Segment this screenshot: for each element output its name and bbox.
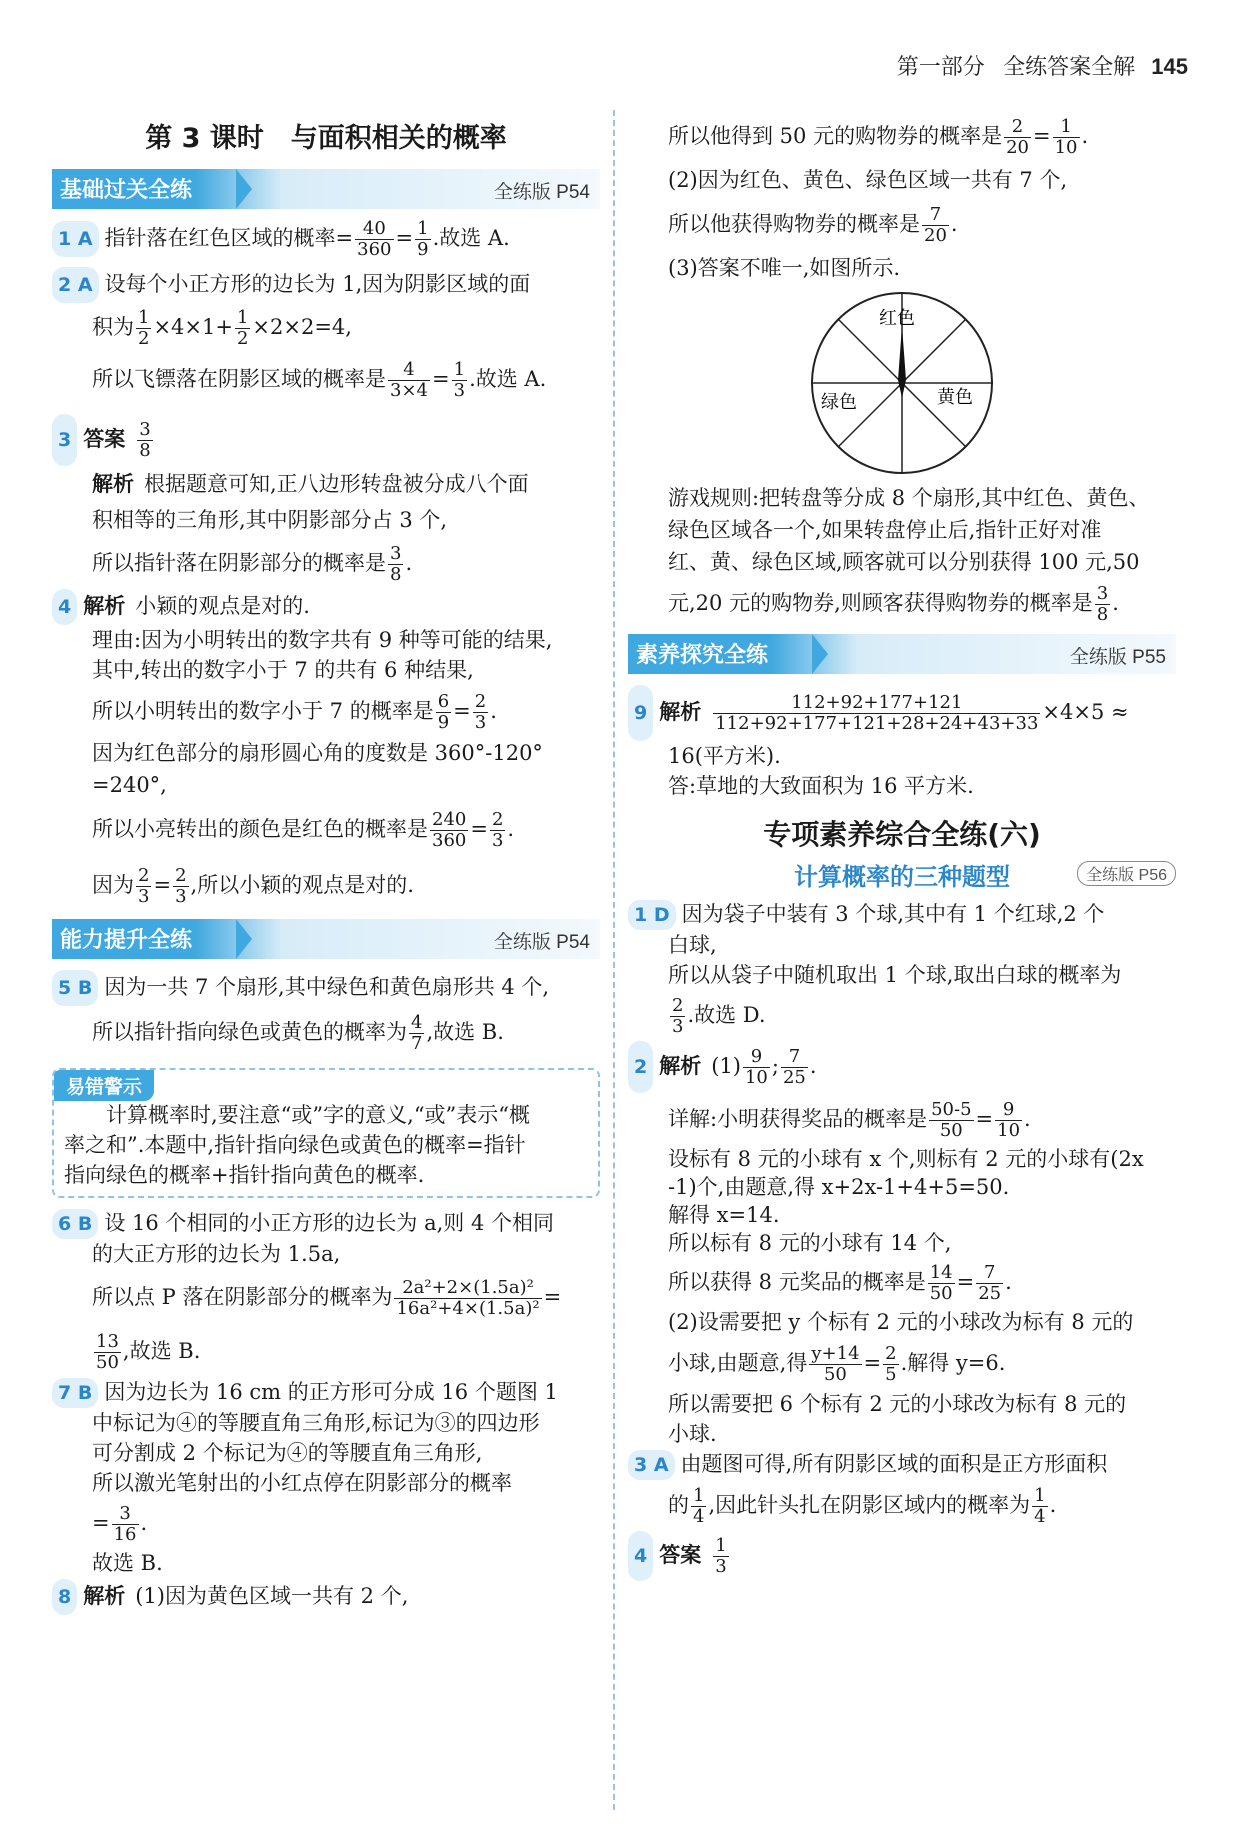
fraction [436, 692, 451, 733]
question-number: 4 [628, 1531, 653, 1581]
numerator: 7 [922, 205, 949, 226]
denominator: 3 [715, 1556, 727, 1577]
numerator: 2 [672, 995, 684, 1016]
numerator: 4 [411, 1012, 423, 1033]
text: -1)个,由题意,得 x+2x-1+4+5=50. [668, 1175, 1010, 1199]
game-rules [628, 482, 1176, 628]
text: 小颖的观点是对的. [135, 594, 310, 618]
answer-7 [52, 1377, 600, 1578]
keyword: 解析 [659, 1054, 702, 1078]
text: 因为边长为 16 cm 的正方形可分成 16 个题图 1 [104, 1380, 558, 1404]
text: 所以他得到 50 元的购物券的概率是 [668, 124, 1003, 148]
denominator: 50 [929, 1283, 953, 1304]
numerator: 6 [437, 691, 450, 712]
denominator: 8 [139, 440, 151, 461]
text: 因为一共 7 个扇形,其中绿色和黄色扇形共 4 个, [104, 975, 550, 999]
lesson-title: 第 3 课时 与面积相关的概率 [145, 123, 507, 154]
section-ref: 全练版 P55 [1069, 647, 1166, 668]
text: ; [771, 1054, 779, 1078]
text: .故选 D. [687, 1003, 766, 1027]
denominator: 3 [474, 712, 487, 733]
fraction [922, 205, 949, 246]
text: 指向绿色的概率+指针指向黄色的概率. [64, 1163, 425, 1187]
denominator: 9 [417, 239, 429, 260]
denominator: 3×4 [390, 380, 428, 401]
numerator: 50-5 [931, 1099, 972, 1120]
wheel-label-red: 红色 [879, 308, 915, 329]
text: 所以小明转出的数字小于 7 的概率是 [92, 699, 434, 723]
section-title: 专项素养综合全练(六) [763, 818, 1041, 851]
denominator: 25 [782, 1067, 806, 1088]
numerator: 3 [390, 543, 402, 564]
fraction [173, 866, 188, 907]
denominator: 4 [693, 1506, 705, 1527]
text: 游戏规则:把转盘等分成 8 个扇形,其中红色、黄色、 [668, 486, 1150, 510]
fraction [415, 219, 430, 260]
text: 根据题意可知,正八边形转盘被分成八个面 [144, 472, 529, 496]
fraction [781, 1047, 808, 1088]
denominator: 9 [437, 712, 450, 733]
question-number: 3 [52, 414, 77, 466]
text: 因为 [92, 873, 134, 897]
text: 所以指针落在阴影部分的概率是 [92, 551, 386, 575]
text: 所以激光笔射出的小红点停在阴影部分的概率 [92, 1471, 512, 1495]
fraction [490, 810, 505, 851]
fraction [355, 219, 393, 260]
subtitle-text: 计算概率的三种题型 [794, 863, 1010, 891]
fraction [473, 692, 488, 733]
text: 积为 [92, 315, 134, 339]
fraction [995, 1100, 1022, 1141]
fraction [691, 1486, 706, 1527]
text: .故选 A. [469, 367, 547, 391]
answer-6 [52, 1208, 600, 1377]
text: 的大正方形的边长为 1.5a, [92, 1242, 341, 1266]
fraction [1095, 584, 1110, 625]
denominator: 20 [924, 225, 947, 246]
question-number: 2 A [52, 267, 99, 303]
fraction [430, 810, 468, 851]
question-number: 1 D [628, 900, 676, 930]
question-number: 3 A [628, 1450, 675, 1480]
text: (3)答案不唯一,如图所示. [668, 256, 901, 280]
numerator: 7 [976, 1263, 1003, 1284]
answer-1 [52, 219, 600, 260]
question-number: 2 [628, 1041, 653, 1093]
numerator: 2 [885, 1343, 897, 1364]
text: 绿色区域各一个,如果转盘停止后,指针正好对准 [668, 518, 1102, 542]
text: . [1049, 1493, 1057, 1517]
text: 因为袋子中装有 3 个球,其中有 1 个红球,2 个 [681, 902, 1105, 926]
page-number: 145 [1151, 54, 1188, 79]
text: 所以标有 8 元的小球有 14 个, [668, 1231, 952, 1255]
fraction [235, 308, 250, 349]
text: 所以指针指向绿色或黄色的概率为 [92, 1020, 407, 1044]
text: 所以需要把 6 个标有 2 元的小球改为标有 8 元的 [668, 1392, 1127, 1416]
fraction [929, 1100, 973, 1141]
band-arrow-icon [236, 169, 252, 209]
denominator: 16 [113, 1524, 137, 1545]
denominator: 10 [997, 1120, 1021, 1141]
denominator: 20 [1006, 137, 1029, 158]
fraction [137, 420, 152, 461]
section-label: 基础过关全练 [60, 178, 193, 203]
denominator: 3 [491, 830, 504, 851]
text: . [1005, 1270, 1012, 1294]
text: .故选 A. [432, 226, 510, 250]
text: 白球, [668, 933, 717, 957]
numerator: 1 [693, 1485, 705, 1506]
text: 所以小亮转出的颜色是红色的概率是 [92, 817, 428, 841]
right-column [628, 110, 1176, 1581]
fraction [388, 360, 430, 401]
answer-2: 2 A 设每个小正方形的边长为 1,因为阴影区域的面 积为 $\frac{1}{2}$ ×4×1+ $\frac{1}{2}$ ×2×2=4, 所以飞镖落在阴影区域的概率是 $\frac{4}{3\times 4}$ = $\frac{1}{3}$ .故选 A. [52, 266, 600, 407]
numerator: 2 [474, 691, 487, 712]
text: ×4×5 ≈ [1042, 700, 1129, 724]
answer-8 [52, 1578, 600, 1615]
question-number: 9 [628, 685, 653, 741]
denominator: 16a²+4×(1.5a)² [396, 1298, 540, 1319]
denominator: 8 [390, 564, 402, 585]
text: . [1112, 591, 1119, 615]
denominator: 50 [96, 1352, 119, 1373]
keyword: 解析 [92, 472, 134, 496]
text: 积相等的三角形,其中阴影部分占 3 个, [92, 508, 448, 532]
special-answer-4 [628, 1530, 1176, 1581]
section-label: 能力提升全练 [60, 928, 193, 953]
special-answer-2: 2 解析 (1) $\frac{9}{10}$ ; $\frac{7}{25}$ . 详解:小明获得奖品的概率是 $\frac{50-5}{50}$ = $\frac{9}{10}$ . 设标有 8 元的小球有 x 个,则标有 2 元的小球有(2x -1)个,由题意,得 x+2x-1+4+5=50. 解得 x=14. 所以标有 8 元的小球有 14 个, 所以获得 8 元奖品的概率是 $\frac{14}{50}$ = $\frac{7}{25}$ . (2)设需要把 y 个标有 2 元的小球改为标有 8 元的 小球,由题意,得 $\frac{y+14}{50}$ = $\frac{2}{5}$ .解得 y=6. 所以需要把 6 个标有 2 元的小球改为标有 8 元的 小球. [628, 1040, 1176, 1449]
fraction [743, 1047, 770, 1088]
text: 设 16 个相同的小正方形的边长为 a,则 4 个相同 [104, 1211, 554, 1235]
page-header [897, 50, 1188, 81]
numerator: 112+92+177+121 [713, 693, 1040, 714]
denominator: 3 [175, 886, 187, 907]
numerator: 2 [175, 865, 187, 886]
section-ref: 全练版 P54 [493, 932, 590, 953]
fraction [112, 1504, 139, 1545]
left-column [52, 110, 600, 1615]
text: 元,20 元的购物券,则顾客获得购物券的概率是 [668, 591, 1093, 615]
text: 小球,由题意,得 [668, 1351, 808, 1375]
denominator: 10 [744, 1067, 768, 1088]
keyword: 答案 [83, 427, 126, 451]
denominator: 5 [885, 1364, 897, 1385]
numerator: 1 [1034, 1485, 1046, 1506]
denominator: 7 [411, 1033, 423, 1054]
text: 由题图可得,所有阴影区域的面积是正方形面积 [680, 1452, 1108, 1476]
text: 16(平方米). [668, 744, 781, 768]
numerator: 14 [929, 1262, 953, 1283]
fraction [883, 1344, 898, 1385]
fraction [928, 1263, 955, 1304]
text: 所以获得 8 元奖品的概率是 [668, 1270, 926, 1294]
fraction [136, 308, 151, 349]
denominator: 3 [453, 380, 466, 401]
text: 答:草地的大致面积为 16 平方米. [668, 774, 974, 798]
numerator: 1 [715, 1535, 727, 1556]
denominator: 360 [357, 239, 392, 260]
answer-3 [52, 413, 600, 588]
numerator: 2 [138, 865, 150, 886]
spinner-wheel-figure [807, 288, 997, 478]
numerator: 3 [112, 1504, 139, 1525]
fraction [809, 1344, 861, 1385]
fraction [136, 866, 151, 907]
section-band-explore [628, 634, 1176, 674]
numerator: 2a²+2×(1.5a)² [394, 1278, 541, 1299]
numerator: 3 [1096, 583, 1109, 604]
section-band-basic [52, 169, 600, 209]
question-number: 7 B [52, 1378, 98, 1408]
numerator: 4 [388, 360, 430, 381]
numerator: 1 [138, 307, 150, 328]
denominator: 25 [978, 1283, 1002, 1304]
numerator: 3 [139, 419, 151, 440]
text: 中标记为④的等腰直角三角形,标记为③的四边形 [92, 1411, 540, 1435]
fraction [388, 544, 403, 585]
text: 小球. [668, 1422, 717, 1446]
numerator: 240 [432, 809, 467, 830]
numerator: 2 [1004, 117, 1031, 138]
answer-8-continued: 所以他得到 50 元的购物券的概率是 $\frac{2}{20}$ = $\frac{1}{10}$ . [668, 116, 1089, 158]
text: 理由:因为小明转出的数字共有 9 种等可能的结果, [92, 628, 553, 652]
text: 可分割成 2 个标记为④的等腰直角三角形, [92, 1441, 483, 1465]
denominator: 3 [672, 1016, 684, 1037]
text: 所以从袋子中随机取出 1 个球,取出白球的概率为 [668, 963, 1122, 987]
text: 率之和”.本题中,指针指向绿色或黄色的概率=指针 [64, 1133, 526, 1157]
text: = [543, 1285, 562, 1309]
fraction [1032, 1486, 1047, 1527]
text: ×4×1+ [153, 315, 233, 339]
denominator: 50 [939, 1120, 963, 1141]
numerator: 2 [491, 809, 504, 830]
denominator: 3 [138, 886, 150, 907]
text: ,故选 B. [426, 1020, 504, 1044]
text: . [1081, 124, 1089, 148]
question-number: 6 B [52, 1209, 98, 1239]
answer-4: 4 解析 小颖的观点是对的. 理由:因为小明转出的数字共有 9 种等可能的结果, 其中,转出的数字小于 7 的共有 6 种结果, 所以小明转出的数字小于 7 的概率是 $\frac{6}{9}$ = $\frac{2}{3}$ . 因为红色部分的扇形圆心角的度数是 360°-120° =240°, 所以小亮转出的颜色是红色的概率是 $\frac{240}{360}$ = $\frac{2}{3}$ . 因为 $\frac{2}{3}$ = $\frac{2}{3}$ ,所以小颖的观点是对的. [52, 588, 600, 913]
text: . [490, 699, 497, 723]
numerator: 1 [453, 359, 466, 380]
numerator: 7 [781, 1047, 808, 1068]
denominator: 360 [432, 830, 467, 851]
denominator: 50 [823, 1364, 847, 1385]
text: . [405, 551, 413, 575]
text: . [809, 1054, 817, 1078]
text: . [1024, 1107, 1031, 1131]
band-arrow-icon [812, 634, 828, 674]
text: = [395, 226, 414, 250]
keyword: 解析 [83, 594, 126, 618]
numerator: 9 [743, 1047, 770, 1068]
header-book: 全练答案全解 [1003, 54, 1136, 79]
text: (1) [711, 1054, 741, 1078]
text: 故选 B. [92, 1551, 163, 1575]
mistake-warning-box [52, 1068, 600, 1198]
section-ref: 全练版 P54 [493, 182, 590, 203]
fraction [976, 1263, 1003, 1304]
denominator: 8 [1096, 604, 1109, 625]
section-subtitle [628, 857, 1176, 893]
text: 的 [668, 1493, 689, 1517]
keyword: 解析 [659, 700, 702, 724]
denominator: 2 [236, 328, 249, 349]
section-band-advanced [52, 919, 600, 959]
column-divider [613, 110, 615, 1810]
text: ,因此针头扎在阴影区域内的概率为 [708, 1493, 1031, 1517]
numerator: 1 [236, 307, 249, 328]
numerator: 1 [1053, 117, 1080, 138]
section-ref: 全练版 P56 [1077, 861, 1176, 886]
text: (1)因为黄色区域一共有 2 个, [135, 1584, 409, 1608]
text: 因为红色部分的扇形圆心角的度数是 360°-120° [92, 741, 543, 765]
band-arrow-icon [236, 919, 252, 959]
text: 详解:小明获得奖品的概率是 [668, 1107, 928, 1131]
wheel-label-green: 绿色 [821, 392, 857, 413]
numerator: 9 [995, 1100, 1022, 1121]
keyword: 解析 [83, 1584, 126, 1608]
fraction [1004, 117, 1031, 158]
special-answer-1 [628, 899, 1176, 1040]
fraction [713, 693, 1040, 734]
denominator: 10 [1054, 137, 1078, 158]
text: 其中,转出的数字小于 7 的共有 6 种结果, [92, 658, 474, 682]
fraction [1053, 117, 1080, 158]
text: (2)因为红色、黄色、绿色区域一共有 7 个, [668, 168, 1068, 192]
text: 设标有 8 元的小球有 x 个,则标有 2 元的小球有(2x [668, 1147, 1144, 1171]
text: 所以飞镖落在阴影区域的概率是 [92, 367, 386, 391]
answer-9 [628, 684, 1176, 801]
denominator: 2 [138, 328, 150, 349]
text: . [507, 817, 515, 841]
wheel-label-yellow: 黄色 [937, 387, 973, 408]
keyword: 答案 [659, 1543, 702, 1567]
text: 设每个小正方形的边长为 1,因为阴影区域的面 [104, 272, 531, 296]
text: = [92, 1511, 110, 1535]
special-answer-3 [628, 1449, 1176, 1530]
text: ,所以小颖的观点是对的. [190, 873, 414, 897]
text: .解得 y=6. [900, 1351, 1006, 1375]
text: ,故选 B. [122, 1339, 201, 1363]
text: 计算概率时,要注意“或”字的意义,“或”表示“概 [106, 1103, 531, 1127]
numerator: 1 [417, 218, 429, 239]
fraction [394, 1278, 541, 1319]
text: 所以点 P 落在阴影部分的概率为 [92, 1285, 393, 1309]
text: ×2×2=4, [252, 315, 352, 339]
text: 解得 x=14. [668, 1203, 780, 1227]
text: 所以他获得购物券的概率是 $\frac{7}{20}$ . [668, 204, 958, 246]
question-number: 4 [52, 589, 77, 625]
header-part: 第一部分 [896, 54, 985, 79]
denominator: 4 [1034, 1506, 1046, 1527]
answer-5 [52, 969, 600, 1058]
fraction [670, 996, 685, 1037]
numerator: 40 [355, 219, 393, 240]
text: . [140, 1511, 148, 1535]
warning-title: 易错警示 [54, 1070, 154, 1101]
question-number: 1 A [52, 221, 99, 257]
fraction [409, 1013, 424, 1054]
section-label: 素养探究全练 [636, 643, 769, 668]
text: 红、黄、绿色区域,顾客就可以分别获得 100 元,50 [668, 550, 1140, 574]
numerator: 13 [96, 1331, 119, 1352]
fraction [713, 1536, 728, 1577]
text: (2)设需要把 y 个标有 2 元的小球改为标有 8 元的 [668, 1310, 1134, 1334]
fraction [94, 1332, 121, 1373]
text: =240°, [92, 773, 167, 797]
denominator: 112+92+177+121+28+24+43+33 [715, 713, 1039, 734]
question-number: 8 [52, 1579, 77, 1615]
text: 指针落在红色区域的概率= [104, 226, 354, 250]
fraction [452, 360, 467, 401]
numerator: y+14 [811, 1343, 860, 1364]
question-number: 5 B [52, 970, 98, 1006]
